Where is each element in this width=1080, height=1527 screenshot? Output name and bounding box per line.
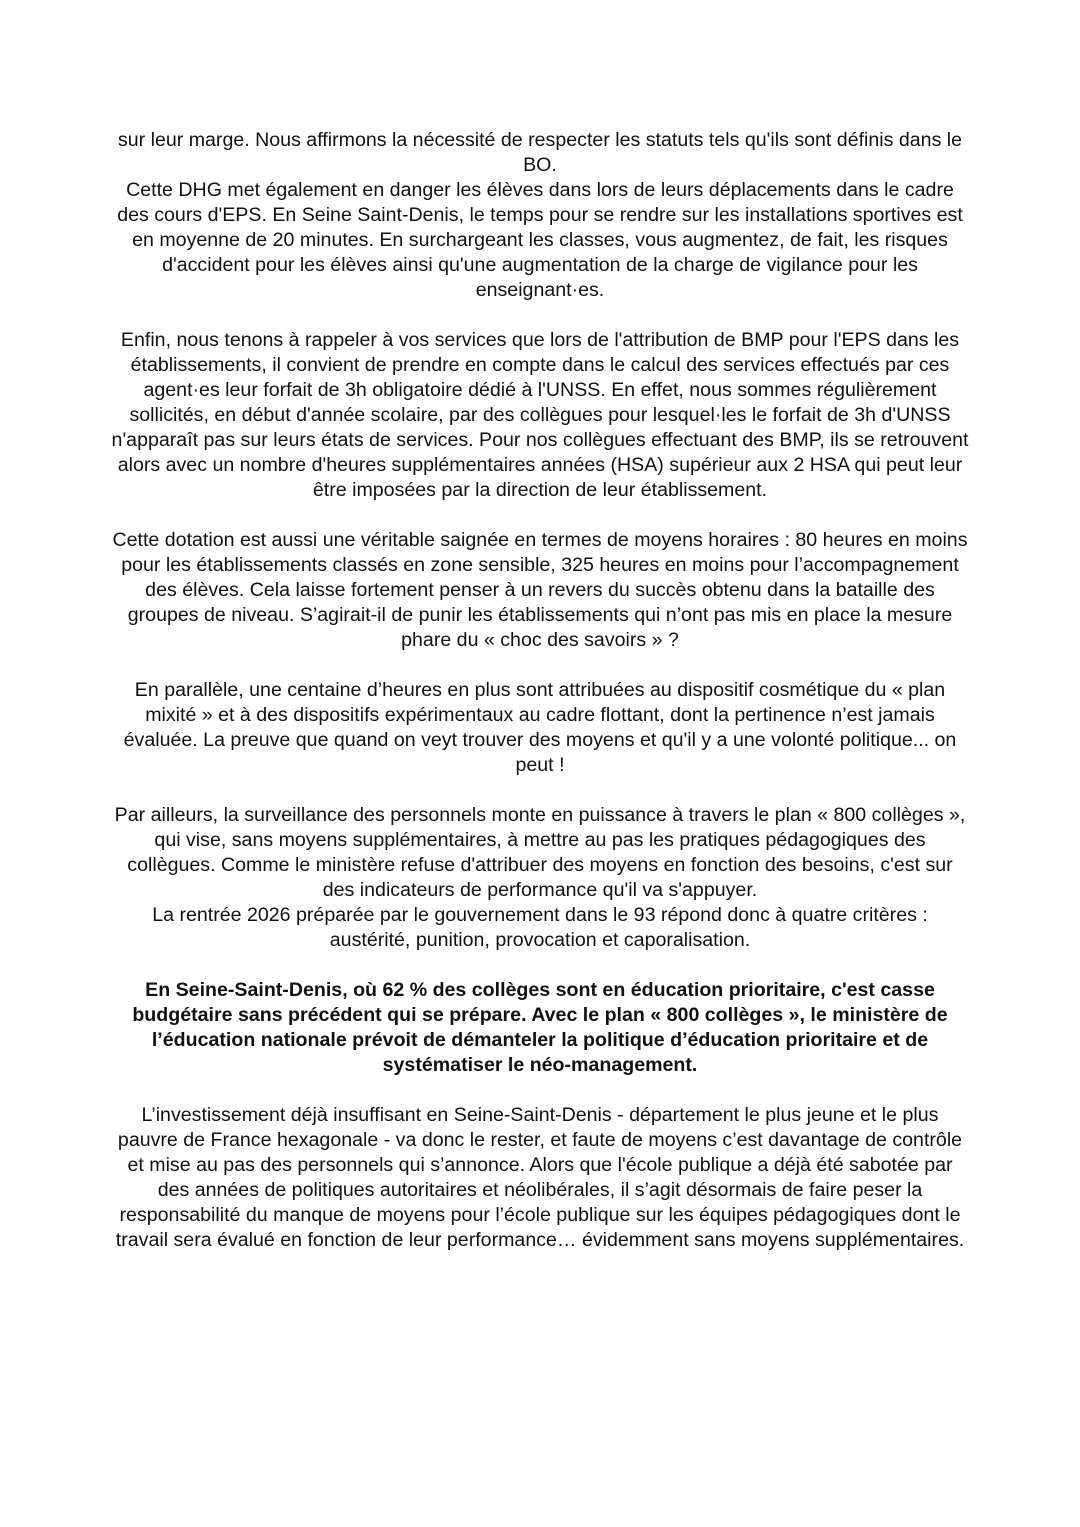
paragraph-dotation: Cette dotation est aussi une véritable saignée en termes de moyens horaires : 80 heures en moins pour les établissements classés en zone sensible, 325 heures en moins pour l’accompagnement des élèves. Cela laisse fortement penser à un revers du succès obtenu dans la bataille des groupes de niveau. S’agirait-il de punir les établissements qui n’ont pas mis en place la mesure phare du « choc des savoirs » ? bbox=[112, 529, 968, 651]
document-body bbox=[110, 128, 970, 1253]
paragraph-plan-mixite: En parallèle, une centaine d’heures en plus sont attribuées au dispositif cosmétique du « plan mixité » et à des dispositifs expérimentaux au cadre flottant, dont la pertinence n’est jamais évaluée. La preuve que quand on veyt trouver des moyens et qu'il y a une volonté politique... on peut ! bbox=[123, 679, 957, 776]
paragraph-unss: Enfin, nous tenons à rappeler à vos services que lors de l'attribution de BMP pour l'EPS dans les établissements, il convient de prendre en compte dans le calcul des services effectués par ces agent·es leur forfait de 3h obligatoire dédié à l'UNSS. En effet, nous sommes régulièrement sollicités, en début d'année scolaire, par des collègues pour lesquel·les le forfait de 3h d'UNSS n'apparaît pas sur leurs états de services. Pour nos collègues effectuant des BMP, ils se retrouvent alors avec un nombre d'heures supplémentaires années (HSA) supérieur aux 2 HSA qui peut leur être imposées par la direction de leur établissement. bbox=[111, 329, 969, 501]
paragraph-statuts: sur leur marge. Nous affirmons la nécessité de respecter les statuts tels qu'ils sont définis dans le BO. bbox=[117, 129, 963, 176]
paragraph-eps-securite: Cette DHG met également en danger les élèves dans lors de leurs déplacements dans le cadre des cours d'EPS. En Seine Saint-Denis, le temps pour se rendre sur les installations sportives est en moyenne de 20 minutes. En surchargeant les classes, vous augmentez, de fait, les risques d'accident pour les élèves ainsi qu'une augmentation de la charge de vigilance pour les enseignant·es. bbox=[117, 179, 963, 301]
paragraph-investissement: L’investissement déjà insuffisant en Seine-Saint-Denis - département le plus jeune et le plus pauvre de France hexagonale - va donc le rester, et faute de moyens c’est davantage de contrôle et mise au pas des personnels qui s’annonce. Alors que l'école publique a déjà été sabotée par des années de politiques autoritaires et néolibérales, il s’agit désormais de faire peser la responsabilité du manque de moyens pour l’école publique sur les équipes pédagogiques dont le travail sera évalué en fonction de leur performance… évidemment sans moyens supplémentaires. bbox=[115, 1104, 965, 1251]
paragraph-rentree-2026: La rentrée 2026 préparée par le gouvernement dans le 93 répond donc à quatre critères : austérité, punition, provocation et caporalisation. bbox=[152, 904, 928, 951]
paragraph-seine-saint-denis-bold: En Seine-Saint-Denis, où 62 % des collèges sont en éducation prioritaire, c'est casse budgétaire sans précédent qui se prépare. Avec le plan « 800 collèges », le ministère de l’éducation nationale prévoit de démanteler la politique d’éducation prioritaire et de systématiser le néo-management. bbox=[132, 979, 948, 1076]
paragraph-surveillance: Par ailleurs, la surveillance des personnels monte en puissance à travers le plan « 800 collèges », qui vise, sans moyens supplémentaires, à mettre au pas les pratiques pédagogiques des collègues. Comme le ministère refuse d'attribuer des moyens en fonction des besoins, c'est sur des indicateurs de performance qu'il va s'appuyer. bbox=[114, 804, 966, 901]
